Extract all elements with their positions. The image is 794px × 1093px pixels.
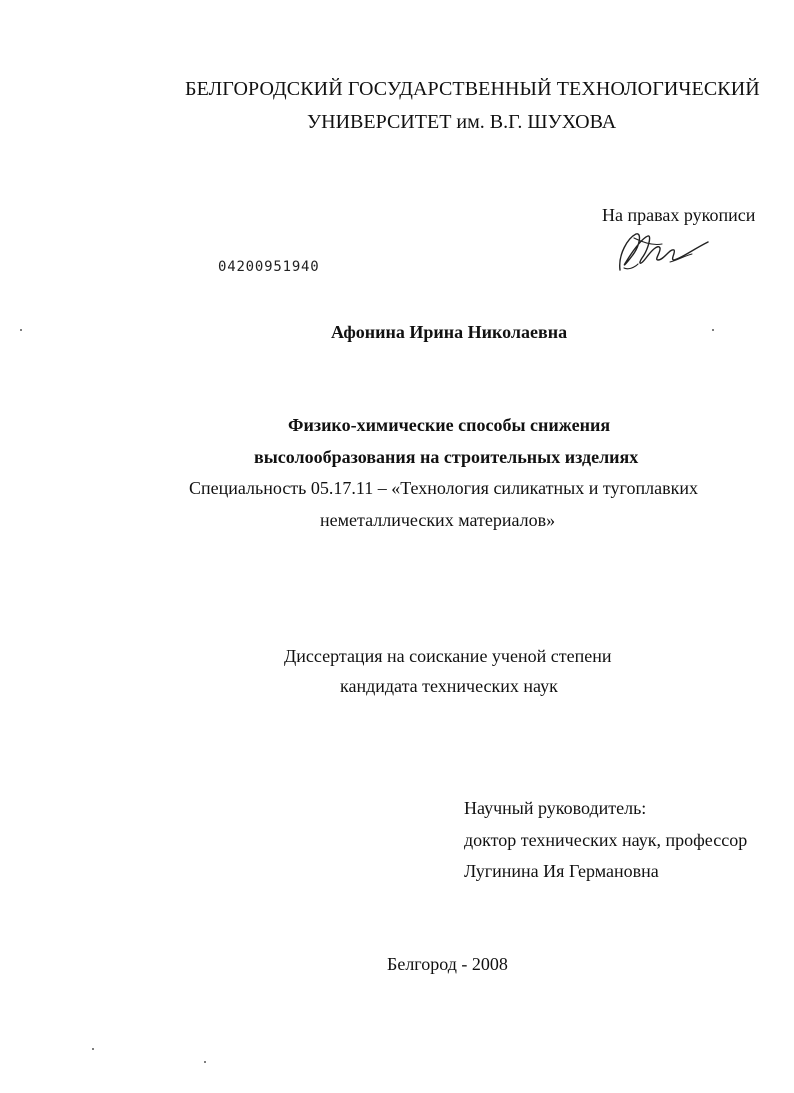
- document-number: 04200951940: [218, 259, 320, 275]
- dissertation-type-line1: Диссертация на соискание ученой степени: [284, 646, 612, 666]
- supervisor-degree: доктор технических наук, профессор: [464, 830, 748, 850]
- supervisor-name: Лугинина Ия Германовна: [464, 861, 659, 881]
- scan-speck: [92, 1048, 94, 1050]
- rights-note: На правах рукописи: [602, 205, 756, 225]
- thesis-title-line2: высолообразования на строительных изделиях: [254, 447, 639, 467]
- supervisor-label: Научный руководитель:: [464, 798, 647, 818]
- city-year: Белгород - 2008: [387, 954, 508, 974]
- signature-image: [612, 224, 712, 276]
- scan-speck: [20, 329, 22, 331]
- university-name-line2: УНИВЕРСИТЕТ им. В.Г. ШУХОВА: [307, 111, 617, 133]
- university-name-line1: БЕЛГОРОДСКИЙ ГОСУДАРСТВЕННЫЙ ТЕХНОЛОГИЧЕСКИЙ: [185, 78, 760, 100]
- specialty-line1: Специальность 05.17.11 – «Технология силикатных и тугоплавких: [189, 478, 698, 498]
- author-name: Афонина Ирина Николаевна: [331, 322, 568, 342]
- specialty-line2: неметаллических материалов»: [320, 510, 556, 530]
- thesis-title-line1: Физико-химические способы снижения: [288, 415, 611, 435]
- scan-speck: [712, 329, 714, 331]
- scan-speck: [204, 1061, 206, 1063]
- dissertation-type-line2: кандидата технических наук: [340, 676, 558, 696]
